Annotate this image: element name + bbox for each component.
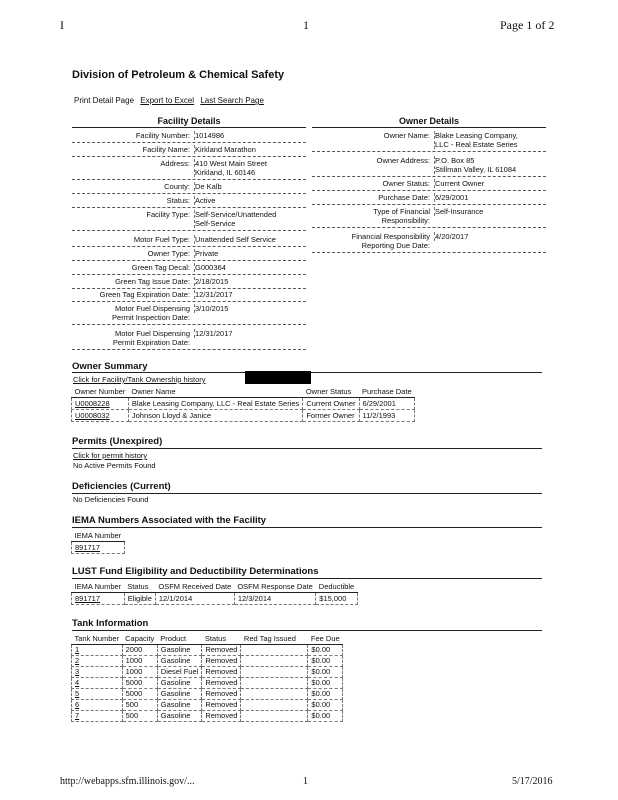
redaction-bar — [245, 371, 311, 384]
lust-column-header: Status — [124, 581, 155, 593]
lust-cell: 12/3/2014 — [234, 593, 315, 605]
owner-summary-heading: Owner Summary — [72, 361, 148, 372]
tank-row — [72, 678, 343, 689]
owner-summary-row — [72, 410, 415, 422]
permit-history-link[interactable]: Click for permit history — [73, 451, 148, 460]
facility-row-value: Active — [194, 196, 307, 205]
owner-row-label: Type of Financial Responsibility: — [373, 207, 430, 225]
tank-cell: $0.00 — [308, 689, 343, 700]
facility-row-value: Private — [194, 249, 307, 258]
owner-row-value: Self-Insurance — [434, 207, 547, 216]
tank-cell: Removed — [202, 678, 241, 689]
facility-row-value: Self-Service/Unattended Self-Service — [194, 210, 307, 228]
owner-row-label: Purchase Date: — [378, 193, 430, 202]
ownership-history-link[interactable]: Click for Facility/Tank Ownership history — [73, 375, 206, 384]
facility-row-value: 410 West Main Street Kirkland, IL 60146 — [194, 159, 307, 177]
facility-row-label: Motor Fuel Dispensing Permit Expiration Date: — [112, 329, 190, 347]
facility-rule — [72, 127, 306, 128]
tank-cell: 1000 — [122, 667, 157, 678]
facility-row-row-rule — [72, 246, 306, 247]
owner-summary-table — [71, 386, 415, 422]
facility-row-value: De Kalb — [194, 182, 307, 191]
tank-cell: Gasoline — [157, 711, 202, 722]
owner-row-label: Financial Responsibility Reporting Due Date: — [351, 232, 430, 250]
owner-summary-column-header: Purchase Date — [359, 386, 415, 398]
tank-cell: Gasoline — [157, 678, 202, 689]
facility-row-label: Owner Type: — [147, 249, 190, 258]
last-search-link[interactable]: Last Search Page — [200, 96, 264, 105]
lust-heading: LUST Fund Eligibility and Deductibility Determinations — [72, 566, 319, 577]
permits-status-text: No Active Permits Found — [73, 461, 156, 470]
facility-row-row-rule — [72, 156, 306, 157]
owner-summary-column-header: Owner Name — [128, 386, 302, 398]
owner-summary-cell: Current Owner — [303, 398, 359, 410]
tank-info-rule — [72, 630, 542, 631]
tank-cell: 5000 — [122, 689, 157, 700]
tank-cell: Removed — [202, 656, 241, 667]
tank-cell: Diesel Fuel — [157, 667, 202, 678]
owner-row-row-rule — [312, 204, 546, 205]
facility-row-row-rule — [72, 193, 306, 194]
owner-summary-cell: Blake Leasing Company, LLC - Real Estate Series — [128, 398, 302, 410]
iema-heading: IEMA Numbers Associated with the Facility — [72, 515, 267, 526]
tank-cell: $0.00 — [308, 711, 343, 722]
facility-row-row-rule — [72, 207, 306, 208]
owner-summary-cell: 6/29/2001 — [359, 398, 415, 410]
owner-row-value: 6/29/2001 — [434, 193, 547, 202]
facility-row-label: Facility Type: — [146, 210, 190, 219]
owner-row-value: Blake Leasing Company, LLC - Real Estate Series — [434, 131, 547, 149]
lust-column-header: Deductible — [316, 581, 357, 593]
facility-row-row-rule — [72, 179, 306, 180]
tank-cell[interactable]: 1 — [72, 645, 123, 656]
tank-cell: $0.00 — [308, 700, 343, 711]
tank-cell: 500 — [122, 711, 157, 722]
facility-row-row-rule — [72, 288, 306, 289]
lust-rule — [72, 578, 542, 579]
tank-cell[interactable]: 5 — [72, 689, 123, 700]
facility-row-label: Green Tag Decal: — [131, 263, 190, 272]
tank-cell: 5000 — [122, 678, 157, 689]
facility-row-value: 1014986 — [194, 131, 307, 140]
facility-row-value: Kirkland Marathon — [194, 145, 307, 154]
facility-row-value: 12/31/2017 — [194, 329, 307, 338]
facility-row-label: County: — [164, 182, 190, 191]
tank-info-heading: Tank Information — [72, 618, 149, 629]
tank-cell — [241, 689, 308, 700]
facility-row-label: Green Tag Expiration Date: — [99, 290, 190, 299]
lust-cell: Eligible — [124, 593, 155, 605]
owner-row-row-rule — [312, 252, 546, 253]
owner-rule — [312, 127, 546, 128]
facility-row-value: 2/18/2015 — [194, 277, 307, 286]
iema-rule — [72, 527, 542, 528]
top-links — [74, 96, 268, 105]
footer-date: 5/17/2016 — [512, 776, 553, 787]
facility-row-value: 3/10/2015 — [194, 304, 307, 313]
facility-row-label: Motor Fuel Dispensing Permit Inspection Date: — [112, 304, 190, 322]
facility-row-label: Facility Name: — [142, 145, 190, 154]
owner-row-value: P.O. Box 85 Stillman Valley, IL 61084 — [434, 156, 547, 174]
tank-column-header: Tank Number — [72, 633, 123, 645]
tank-cell: 500 — [122, 700, 157, 711]
tank-cell: Gasoline — [157, 689, 202, 700]
tank-cell[interactable]: 4 — [72, 678, 123, 689]
page-mark: I — [60, 18, 64, 32]
tank-cell — [241, 711, 308, 722]
owner-row-row-rule — [312, 176, 546, 177]
facility-row-row-rule — [72, 260, 306, 261]
tank-row — [72, 689, 343, 700]
lust-column-header: OSFM Response Date — [234, 581, 315, 593]
tank-cell — [241, 700, 308, 711]
deficiencies-heading: Deficiencies (Current) — [72, 481, 171, 492]
facility-row-row-rule — [72, 324, 306, 325]
facility-row-value: Unattended Self Service — [194, 235, 307, 244]
iema-row — [72, 542, 125, 554]
tank-cell: Gasoline — [157, 656, 202, 667]
tank-row — [72, 645, 343, 656]
tank-cell — [241, 678, 308, 689]
tank-column-header: Capacity — [122, 633, 157, 645]
tank-cell — [241, 667, 308, 678]
lust-column-header: IEMA Number — [72, 581, 125, 593]
owner-summary-cell: Johnson Lloyd & Janice — [128, 410, 302, 422]
tank-cell: $0.00 — [308, 645, 343, 656]
lust-table — [71, 581, 358, 605]
tank-cell: Gasoline — [157, 645, 202, 656]
deficiencies-status-text: No Deficiencies Found — [73, 495, 149, 504]
tank-cell[interactable]: 7 — [72, 711, 123, 722]
footer-url: http://webapps.sfm.illinois.gov/... — [60, 776, 195, 787]
facility-row-row-rule — [72, 301, 306, 302]
tank-column-header: Red Tag Issued — [241, 633, 308, 645]
iema-cell[interactable]: 891717 — [72, 542, 125, 554]
owner-row-value: 4/20/2017 — [434, 232, 547, 241]
footer-page-number: 1 — [303, 776, 308, 787]
owner-row-row-rule — [312, 190, 546, 191]
page-number-top: 1 — [303, 18, 309, 32]
owner-summary-column-header: Owner Status — [303, 386, 359, 398]
tank-cell: $0.00 — [308, 656, 343, 667]
owner-row-value: Current Owner — [434, 179, 547, 188]
facility-row-row-rule — [72, 142, 306, 143]
tank-row — [72, 700, 343, 711]
facility-row-row-rule — [72, 349, 306, 350]
owner-row-row-rule — [312, 151, 546, 152]
lust-cell: $15,000 — [316, 593, 357, 605]
facility-row-label: Facility Number: — [135, 131, 190, 140]
owner-row-label: Owner Name: — [383, 131, 430, 140]
tank-row — [72, 667, 343, 678]
tank-cell: Removed — [202, 645, 241, 656]
owner-summary-cell: 11/2/1993 — [359, 410, 415, 422]
tank-row — [72, 656, 343, 667]
permits-rule — [72, 448, 542, 449]
tank-cell — [241, 656, 308, 667]
owner-summary-cell[interactable]: U0008032 — [72, 410, 129, 422]
iema-table — [71, 530, 125, 554]
lust-cell: 12/1/2014 — [155, 593, 234, 605]
owner-summary-cell: Former Owner — [303, 410, 359, 422]
tank-cell: Removed — [202, 700, 241, 711]
facility-row-label: Green Tag Issue Date: — [115, 277, 190, 286]
tank-column-header: Product — [157, 633, 202, 645]
lust-row — [72, 593, 358, 605]
owner-details-heading: Owner Details — [398, 116, 460, 126]
tank-cell: $0.00 — [308, 678, 343, 689]
facility-row-row-rule — [72, 274, 306, 275]
tank-cell: $0.00 — [308, 667, 343, 678]
print-detail-link[interactable]: Print Detail Page — [74, 96, 135, 105]
facility-row-value: 12/31/2017 — [194, 290, 307, 299]
lust-column-header: OSFM Received Date — [155, 581, 234, 593]
owner-summary-cell[interactable]: U0008228 — [72, 398, 129, 410]
tank-cell: Removed — [202, 711, 241, 722]
tank-column-header: Fee Due — [308, 633, 343, 645]
tank-cell — [241, 645, 308, 656]
facility-row-label: Motor Fuel Type: — [133, 235, 190, 244]
iema-column-header: IEMA Number — [72, 530, 125, 542]
deficiencies-rule — [72, 493, 542, 494]
facility-row-label: Address: — [160, 159, 190, 168]
lust-cell[interactable]: 891717 — [72, 593, 125, 605]
page-count: Page 1 of 2 — [500, 18, 555, 32]
owner-row-row-rule — [312, 227, 546, 228]
permits-heading: Permits (Unexpired) — [72, 436, 163, 447]
owner-summary-row — [72, 398, 415, 410]
facility-row-row-rule — [72, 230, 306, 231]
export-excel-link[interactable]: Export to Excel — [140, 96, 195, 105]
tank-cell: 2000 — [122, 645, 157, 656]
tank-cell: Gasoline — [157, 700, 202, 711]
owner-row-label: Owner Status: — [382, 179, 430, 188]
tank-row — [72, 711, 343, 722]
tank-cell: 1000 — [122, 656, 157, 667]
facility-row-label: Status: — [166, 196, 190, 205]
tank-cell[interactable]: 3 — [72, 667, 123, 678]
owner-row-label: Owner Address: — [376, 156, 430, 165]
tank-cell[interactable]: 2 — [72, 656, 123, 667]
owner-summary-column-header: Owner Number — [72, 386, 129, 398]
facility-details-heading: Facility Details — [157, 116, 221, 126]
page-title: Division of Petroleum & Chemical Safety — [72, 69, 285, 81]
facility-row-value: G000364 — [194, 263, 307, 272]
tank-cell: Removed — [202, 667, 241, 678]
tank-cell[interactable]: 6 — [72, 700, 123, 711]
tank-column-header: Status — [202, 633, 241, 645]
tank-table — [71, 633, 343, 722]
tank-cell: Removed — [202, 689, 241, 700]
